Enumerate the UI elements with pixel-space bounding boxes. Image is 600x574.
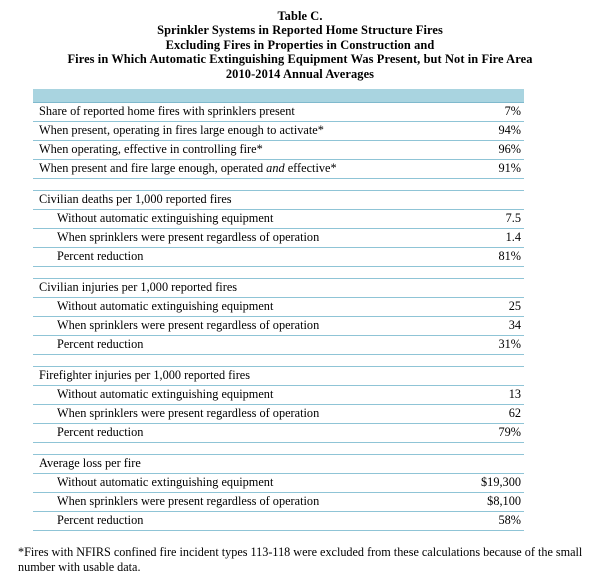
row-label: Percent reduction [33,248,444,267]
table-row [33,493,524,512]
emphasis-text: and [266,161,285,176]
table-row [33,122,524,141]
row-value: 25 [444,298,524,317]
row-label: When operating, effective in controlling fire* [33,141,444,160]
table-row [33,160,524,179]
table-row [33,424,524,443]
title-line-2: Sprinkler Systems in Reported Home Structure Fires [157,23,443,38]
row-value: 34 [444,317,524,336]
table-row [33,512,524,531]
block-spacer [33,443,524,455]
table-row [33,317,524,336]
data-table-container [0,89,600,531]
table-section-row [33,367,524,386]
row-value: 96% [444,141,524,160]
table-header-bar [33,89,524,103]
block-spacer [33,267,524,279]
block-spacer-cell [33,355,524,367]
table-section-row [33,191,524,210]
table-section-row [33,455,524,474]
row-label: Share of reported home fires with sprinklers present [33,103,444,122]
table-row [33,298,524,317]
row-label: Without automatic extinguishing equipment [33,298,444,317]
title-line-3: Excluding Fires in Properties in Construction and [165,37,435,52]
table-row [33,386,524,405]
table-body [33,89,524,531]
table-row [33,141,524,160]
row-label: Percent reduction [33,424,444,443]
row-value: 58% [444,512,524,531]
row-label: When sprinklers were present regardless of operation [33,493,444,512]
row-label: Average loss per fire [33,455,444,474]
table-row [33,474,524,493]
table-row [33,405,524,424]
row-value: $8,100 [444,493,524,512]
row-label: When sprinklers were present regardless of operation [33,405,444,424]
row-label: When sprinklers were present regardless of operation [33,229,444,248]
block-spacer [33,355,524,367]
data-table [33,89,524,531]
title-line-4: Fires in Which Automatic Extinguishing Equipment Was Present, but Not in Fire Area [67,52,533,67]
row-value: 7.5 [444,210,524,229]
row-label: When sprinklers were present regardless of operation [33,317,444,336]
title-line-5: 2010-2014 Annual Averages [225,66,375,81]
title-line-1: Table C. [277,9,323,23]
row-value: 94% [444,122,524,141]
row-label: Without automatic extinguishing equipment [33,386,444,405]
block-spacer-cell [33,443,524,455]
block-spacer-cell [33,267,524,279]
block-spacer [33,179,524,191]
row-value: 7% [444,103,524,122]
row-label: Percent reduction [33,336,444,355]
row-value: 1.4 [444,229,524,248]
table-row [33,210,524,229]
row-label: Civilian injuries per 1,000 reported fires [33,279,444,298]
table-row [33,103,524,122]
row-value: 79% [444,424,524,443]
row-label: Firefighter injuries per 1,000 reported fires [33,367,444,386]
row-value: 62 [444,405,524,424]
footnote: *Fires with NFIRS confined fire incident types 113-118 were excluded from these calculations because of the small number with usable data. [18,545,583,574]
row-value: 31% [444,336,524,355]
row-value: 91% [444,160,524,179]
row-label: When present, operating in fires large enough to activate* [33,122,444,141]
block-spacer-cell [33,179,524,191]
row-label: Civilian deaths per 1,000 reported fires [33,191,444,210]
row-label: When present and fire large enough, operated and effective* [33,160,444,179]
table-section-row [33,279,524,298]
row-value: 13 [444,386,524,405]
row-value [444,279,524,298]
row-value: $19,300 [444,474,524,493]
row-label: Percent reduction [33,512,444,531]
row-label: Without automatic extinguishing equipment [33,210,444,229]
row-value [444,191,524,210]
page-title [0,0,600,81]
table-row [33,336,524,355]
row-value [444,367,524,386]
row-value: 81% [444,248,524,267]
row-value [444,455,524,474]
row-label: Without automatic extinguishing equipment [33,474,444,493]
table-row [33,248,524,267]
table-row [33,229,524,248]
table-header-bar-fill [33,89,524,103]
